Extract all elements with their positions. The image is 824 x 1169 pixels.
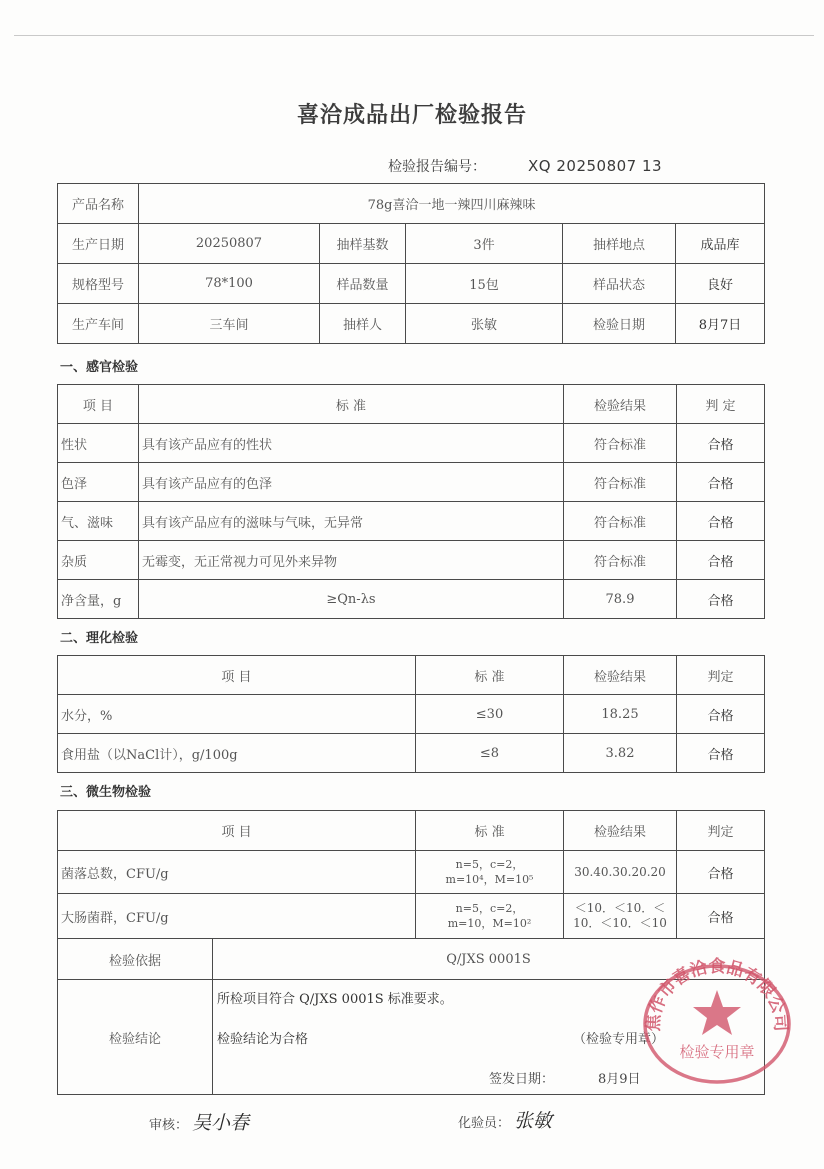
inspector-name: 张敏: [514, 1110, 553, 1132]
row-verdict: 合格: [677, 734, 765, 773]
micro-header-item: 项 目: [58, 811, 416, 851]
sensory-table: [57, 384, 765, 619]
row-result: [564, 894, 677, 939]
sensory-heading: 一、感官检验: [60, 360, 139, 375]
table-row: [58, 580, 765, 619]
row-standard: [416, 851, 564, 894]
micro-heading: 三、微生物检验: [60, 785, 152, 800]
sampler-label: 抽样人: [320, 304, 406, 344]
table-row: [58, 541, 765, 580]
row-result: 78.9: [564, 580, 677, 619]
physchem-header-standard: 标 准: [416, 656, 564, 695]
workshop-label: 生产车间: [58, 304, 139, 344]
row-result-line1: ＜10．＜10．＜: [574, 901, 666, 915]
inspector-signature: [458, 1106, 552, 1133]
row-standard: ≤30: [416, 695, 564, 734]
micro-header-standard: 标 准: [416, 811, 564, 851]
table-row: [58, 894, 765, 939]
table-row: [58, 424, 765, 463]
row-verdict: 合格: [677, 695, 765, 734]
top-rule: [14, 35, 814, 36]
report-number-value: XQ 20250807 13: [528, 157, 663, 175]
sensory-header-result: 检验结果: [564, 385, 677, 424]
sample-place-value: 成品库: [676, 224, 765, 264]
row-verdict: 合格: [677, 894, 765, 939]
row-verdict: 合格: [677, 541, 765, 580]
physchem-table: [57, 655, 765, 773]
sample-base-value: 3件: [406, 224, 563, 264]
sensory-header-verdict: 判 定: [677, 385, 765, 424]
physchem-header-item: 项 目: [58, 656, 416, 695]
sensory-header-standard: 标 准: [139, 385, 564, 424]
row-standard-line2: m=10，M=10²: [447, 917, 532, 930]
row-result: 30.40.30.20.20: [564, 851, 677, 894]
sample-base-label: 抽样基数: [320, 224, 406, 264]
row-standard: [416, 894, 564, 939]
row-item: 食用盐（以NaCl计），g/100g: [58, 734, 416, 773]
reviewer-signature: [149, 1108, 249, 1135]
conclusion-label: 检验结论: [58, 980, 213, 1095]
row-item: 性状: [58, 424, 139, 463]
row-result: 18.25: [564, 695, 677, 734]
inspector-label: 化验员：: [458, 1116, 511, 1131]
table-row: [58, 463, 765, 502]
issue-date-value: 8月9日: [598, 1072, 641, 1087]
report-title: 喜洽成品出厂检验报告: [296, 103, 527, 128]
physchem-heading: 二、理化检验: [60, 631, 139, 646]
row-standard-line2: m=10⁴，M=10⁵: [445, 873, 534, 886]
row-standard: 具有该产品应有的滋味与气味，无异常: [139, 502, 564, 541]
issue-date-label: 签发日期：: [489, 1072, 555, 1087]
row-standard: 无霉变，无正常视力可见外来异物: [139, 541, 564, 580]
sample-state-label: 样品状态: [563, 264, 676, 304]
conclusion-line1: 所检项目符合 Q/JXS 0001S 标准要求。: [217, 992, 453, 1007]
basis-label: 检验依据: [58, 939, 213, 980]
reviewer-name: 吴小春: [192, 1112, 250, 1134]
row-standard-line1: n=5，c=2，: [455, 858, 524, 871]
row-result: 符合标准: [564, 541, 677, 580]
row-item: 色泽: [58, 463, 139, 502]
report-number-label: 检验报告编号：: [388, 159, 486, 175]
prod-date-value: 20250807: [139, 224, 320, 264]
spec-label: 规格型号: [58, 264, 139, 304]
row-result: 符合标准: [564, 463, 677, 502]
sample-state-value: 良好: [676, 264, 765, 304]
row-verdict: 合格: [677, 424, 765, 463]
row-result: 符合标准: [564, 502, 677, 541]
issue-date-line: [489, 1068, 641, 1087]
row-item: 大肠菌群，CFU/g: [58, 894, 416, 939]
row-verdict: 合格: [677, 502, 765, 541]
row-item: 气、滋味: [58, 502, 139, 541]
star-icon: [693, 990, 741, 1035]
row-verdict: 合格: [677, 851, 765, 894]
workshop-value: 三车间: [139, 304, 320, 344]
row-standard: 具有该产品应有的色泽: [139, 463, 564, 502]
stamp-text: 焦作市喜洽食品有限公司: [643, 957, 791, 1032]
row-standard-line1: n=5，c=2，: [455, 902, 524, 915]
table-row: [58, 502, 765, 541]
prod-date-label: 生产日期: [58, 224, 139, 264]
table-row: [58, 851, 765, 894]
table-row: [58, 695, 765, 734]
basis-value: Q/JXS 0001S: [213, 939, 765, 980]
sensory-header-item: 项 目: [58, 385, 139, 424]
reviewer-label: 审核：: [149, 1118, 189, 1133]
row-item: 菌落总数，CFU/g: [58, 851, 416, 894]
table-row: [58, 734, 765, 773]
product-name-value: 78g喜洽一地一辣四川麻辣味: [139, 184, 765, 224]
row-result: 符合标准: [564, 424, 677, 463]
physchem-header-result: 检验结果: [564, 656, 677, 695]
spec-value: 78*100: [139, 264, 320, 304]
basic-info-table: [57, 183, 765, 344]
report-number: [388, 156, 662, 176]
row-result-line2: 10．＜10．＜10: [573, 916, 667, 930]
micro-header-result: 检验结果: [564, 811, 677, 851]
sample-qty-value: 15包: [406, 264, 563, 304]
row-item: 杂质: [58, 541, 139, 580]
row-item: 净含量，g: [58, 580, 139, 619]
sample-qty-label: 样品数量: [320, 264, 406, 304]
stamp-subtext: 检验专用章: [679, 1043, 755, 1061]
company-stamp: [642, 954, 792, 1084]
product-name-label: 产品名称: [58, 184, 139, 224]
inspect-date-value: 8月7日: [676, 304, 765, 344]
conclusion-line2: 检验结论为合格: [217, 1032, 309, 1047]
inspect-date-label: 检验日期: [563, 304, 676, 344]
sample-place-label: 抽样地点: [563, 224, 676, 264]
micro-header-verdict: 判定: [677, 811, 765, 851]
row-verdict: 合格: [677, 580, 765, 619]
physchem-header-verdict: 判定: [677, 656, 765, 695]
row-item: 水分，%: [58, 695, 416, 734]
row-standard: ≤8: [416, 734, 564, 773]
row-standard: 具有该产品应有的性状: [139, 424, 564, 463]
sampler-value: 张敏: [406, 304, 563, 344]
seal-note: （检验专用章）: [573, 1032, 665, 1047]
row-result: 3.82: [564, 734, 677, 773]
row-verdict: 合格: [677, 463, 765, 502]
row-standard: ≥Qn-λs: [139, 580, 564, 619]
